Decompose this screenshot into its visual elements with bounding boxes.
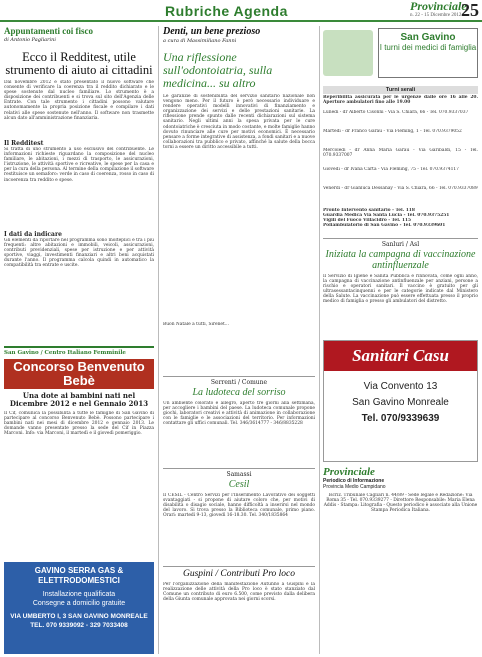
box-text: Per l'organizzazione della manifestazione Autunno a Guspini e la realizzazione delle attività della Pro loco è stato stanziato dal Comune un contributo di euro 6.500, come previsto dalla delibera della Giunta comunale approvata nei giorni scorsi. — [163, 582, 315, 603]
signature: Buon Natale a tutti, Sirenet... — [163, 322, 229, 327]
masthead-logo: Provinciale n. 22 - 15 Dicembre 2012 — [410, 1, 467, 21]
box-headline: Iniziata la campagna di vaccinazione antinfluenzale — [325, 249, 476, 271]
doctor-entry: Mercoledì - dr Anna Maria Garau - Via Garibaldi, 15 - Tel. 070.9337007 — [323, 148, 478, 159]
box-place: Serrenti / Comune — [210, 379, 268, 386]
doctor-entry: Giovedì - dr Ivana Carta - Via Fleming, 75 - Tel. 070.9374117 — [323, 167, 459, 172]
subheading: Il Redditest — [4, 140, 44, 147]
box-place: San Gavino / Centro Italiano Femminile — [4, 350, 126, 356]
paragraph: Dal novembre 2012 è stato presentato il nuovo software che consente di verificare la coerenza tra il reddito dichiarato e le spese sostenute dal nucleo familiare. Lo strumento è a disposizione dei contribuenti e si trova sul sito dell'Agenzia delle Entrate. Con tale strumento i cittadini possono valutare autonomamente la propria posizione fiscale e compilare i dati relativi alle spese sostenute nell'anno. Il software non trasmette alcun dato all'amministrazione finanziaria. — [4, 80, 154, 121]
doctor-entry: Lunedì - dr Alberto Cisonni - Via S. Chiara, 66 - Tel. 070.9337037 — [323, 110, 469, 115]
author: a cura di Massimiliano Fanni — [163, 38, 237, 44]
pub-sub: Provincia Medio Campidano — [323, 484, 386, 490]
subheading: I dati da indicare — [4, 231, 62, 238]
number-entry: Vigili del Fuoco Villacidro - Tel. 115 — [323, 218, 412, 224]
ad-city: San Gavino Monreale — [352, 397, 449, 408]
turni-label: Turni serali — [323, 86, 478, 94]
proloco-box — [163, 566, 315, 654]
doctor-list — [323, 110, 478, 205]
paragraph: Le garanzie di sostenibilità del servizio sanitario nazionale non vengono meno. Per il futuro è però necessario individuare e rendere operativi modelli innovativi di finanziamento e organizzazione dei servizi e delle prestazioni sanitarie. La riflessione prende spunto dalle recenti dichiarazioni sul sistema sanitario. Negli ultimi anni la spesa privata per le cure odontoiatriche è cresciuta in modo costante, e molte famiglie hanno dovuto rinunciare alle cure per motivi economici. È necessario pensare a forme integrative di assistenza, a fondi sanitari e a nuove collaborazioni tra pubblico e privato, affinché la salute della bocca torni a essere un diritto accessibile a tutti. — [163, 94, 315, 150]
section-title: Rubriche Agenda — [165, 3, 288, 19]
paragraph: Gli elementi da riportare nel programma sono molteplici e tra i più frequenti: altre abitazioni e immobili, veicoli, assicurazioni, contributi previdenziali, spese per istruzione e per attività sportive, viaggi, investimenti finanziari e altri beni acquistati durante l'anno. Il programma calcola quindi in automatico la compatibilità tra entrate e uscite. — [4, 238, 154, 269]
ad-phone: Tel. 070/9339639 — [361, 413, 440, 424]
turni-intro: Reperibilità assicurata per le urgenze dalle ore 16 alle 20. Aperture ambulatori fino alle 19.00 — [323, 95, 478, 106]
box-headline: Guspini / Contributi Pro loco — [182, 569, 296, 579]
pub-title: Provinciale — [323, 466, 375, 478]
ad-address: Via Convento 13 — [363, 381, 438, 392]
ad-name: Sanitari Casu — [324, 341, 477, 371]
vaccination-box — [323, 238, 478, 336]
box-title: Concorso Benvenuto Bebè — [4, 359, 154, 389]
cesil-box — [163, 468, 315, 560]
pub-text: Iscriz. Tribunale Cagliari n. 44/89 - Sede legale e Redazione: Via Roma 35 - Tel. 070.9339277 - Direttore Responsabile: Maria Elena Addis - Stampa: Litografia - Questo periodico è associato alla Unione Stampa Periodica Italiana. — [323, 493, 478, 514]
ludoteca-box — [163, 376, 315, 464]
headline: Ecco il Redditest, utile strumento di aiuto ai cittadini — [5, 50, 153, 77]
gavino-serra-ad — [4, 562, 154, 654]
kicker: Appuntamenti coi fisco — [4, 26, 94, 36]
title: San Gavino — [400, 32, 456, 43]
box-text: Il CESIL - Centro Servizi per l'Inserimento Lavorativo dei soggetti svantaggiati - si propone di aiutare coloro che, per motivi di disabilità o disagio sociale, hanno difficoltà a inserirsi nel mondo del lavoro. Si trova presso la Biblioteca comunale, primo piano. Orari: martedì 9-13, giovedì 16-18.30. Tel. 340/1835864 — [163, 493, 315, 519]
ad-sub: Installazione qualificata — [42, 591, 116, 598]
box-text: Un ambiente colorato e allegro, aperto tre giorni alla settimana, per accogliere i bambini del paese. La ludoteca comunale propone giochi, laboratori creativi e attività di animazione in collaborazione con le famiglie e le associazioni del territorio. Per informazioni contattare gli uffici comunali. Tel. 346/3614777 - 346/8835228 — [163, 401, 315, 427]
box-place: Samassi — [226, 471, 252, 478]
ad-phone: TEL. 070 9339092 - 329 7033408 — [30, 622, 128, 629]
column-divider — [158, 26, 159, 654]
subhead: Una riflessione sull'odontoiatria, sulla medicina... su altro — [163, 50, 273, 90]
turni-medici-header — [323, 26, 478, 82]
paragraph: Si tratta di uno strumento a uso esclusivo del contribuente. Le informazioni richieste riguardano la composizione del nucleo familiare, le abitazioni, i mezzi di trasporto, le assicurazioni, l'istruzione, le attività sportive e ricreative, le spese per la casa e per la cura della persona. Al termine della compilazione il software restituisce un semaforo: verde in caso di coerenza, rosso in caso di incoerenza tra reddito e spese. — [4, 147, 154, 183]
box-place: Sanluri / Asl — [381, 241, 420, 248]
useful-numbers — [323, 208, 478, 228]
issue-date: n. 22 - 15 Dicembre 2012 — [410, 13, 462, 18]
doctor-entry: Martedì - dr Franco Garau - Via Fleming, 1 - Tel. 070.9379052 — [323, 129, 462, 134]
ad-address: VIA UMBERTO I, 3 SAN GAVINO MONREALE — [10, 613, 148, 620]
ad-sub2: Consegne a domicilio gratuite — [32, 600, 126, 607]
pub-tagline: Periodico di Informazione — [323, 478, 385, 484]
doctor-entry: Venerdì - dr Gianluca Dessanay - Via S. Chiara, 66 - Tel. 070.9337089 — [323, 186, 478, 191]
box-text: Il Cif, comunica la possibilità a tutte le famiglie di San Gavino di partecipare al concorso Benvenuto Bebè. Possono partecipare i bambini nati nei mesi di dicembre 2012 e gennaio 2013. Le domande vanno presentate presso la sede del Cif in Piazza Marconi. Info: via Marconi, il martedì e il giovedì pomeriggio. — [4, 411, 154, 437]
publication-info — [323, 466, 478, 654]
box-subtitle: Una dote ai bambini nati nel Dicembre 2012 e nel Gennaio 2013 — [9, 391, 149, 408]
column-divider — [319, 26, 320, 654]
ad-title: GAVINO SERRA GAS & ELETTRODOMESTICI — [34, 566, 124, 585]
box-headline: La ludoteca del sorriso — [192, 387, 286, 398]
concorso-box — [4, 346, 154, 460]
number-entry: Poliambulatorio di San Gavino - Tel. 070.9339601 — [323, 223, 446, 229]
doctor-image — [323, 30, 373, 76]
article-denti — [163, 26, 315, 327]
number-entry: Guardia Medica Via Santa Lucia - Tel. 070.9375251 — [323, 213, 450, 219]
headline: Denti, un bene prezioso — [163, 26, 261, 37]
subtitle: I turni dei medici di famiglia — [379, 43, 477, 52]
number-entry: Pronto Intervento sanitario - Tel. 118 — [323, 208, 415, 213]
article-fisco — [4, 26, 154, 352]
box-headline: Cesil — [228, 479, 250, 490]
page-number: 25 — [461, 0, 479, 20]
sanitari-casu-ad — [323, 340, 478, 462]
title-box — [378, 28, 478, 78]
box-text: Il Servizio di Igiene e Sanità Pubblica è rinnovata, come ogni anno, la campagna di vaccinazione antinfluenzale per anziani, persone a rischio e operatori sanitari. Il vaccino è gratuito per gli ultrasessantacinquenni e per le categorie indicate dal Ministero della Salute. La vaccinazione può essere effettuata presso il proprio medico di famiglia o presso gli ambulatori del distretto. — [323, 274, 478, 305]
author: di Antonio Pagliarini — [4, 37, 56, 43]
